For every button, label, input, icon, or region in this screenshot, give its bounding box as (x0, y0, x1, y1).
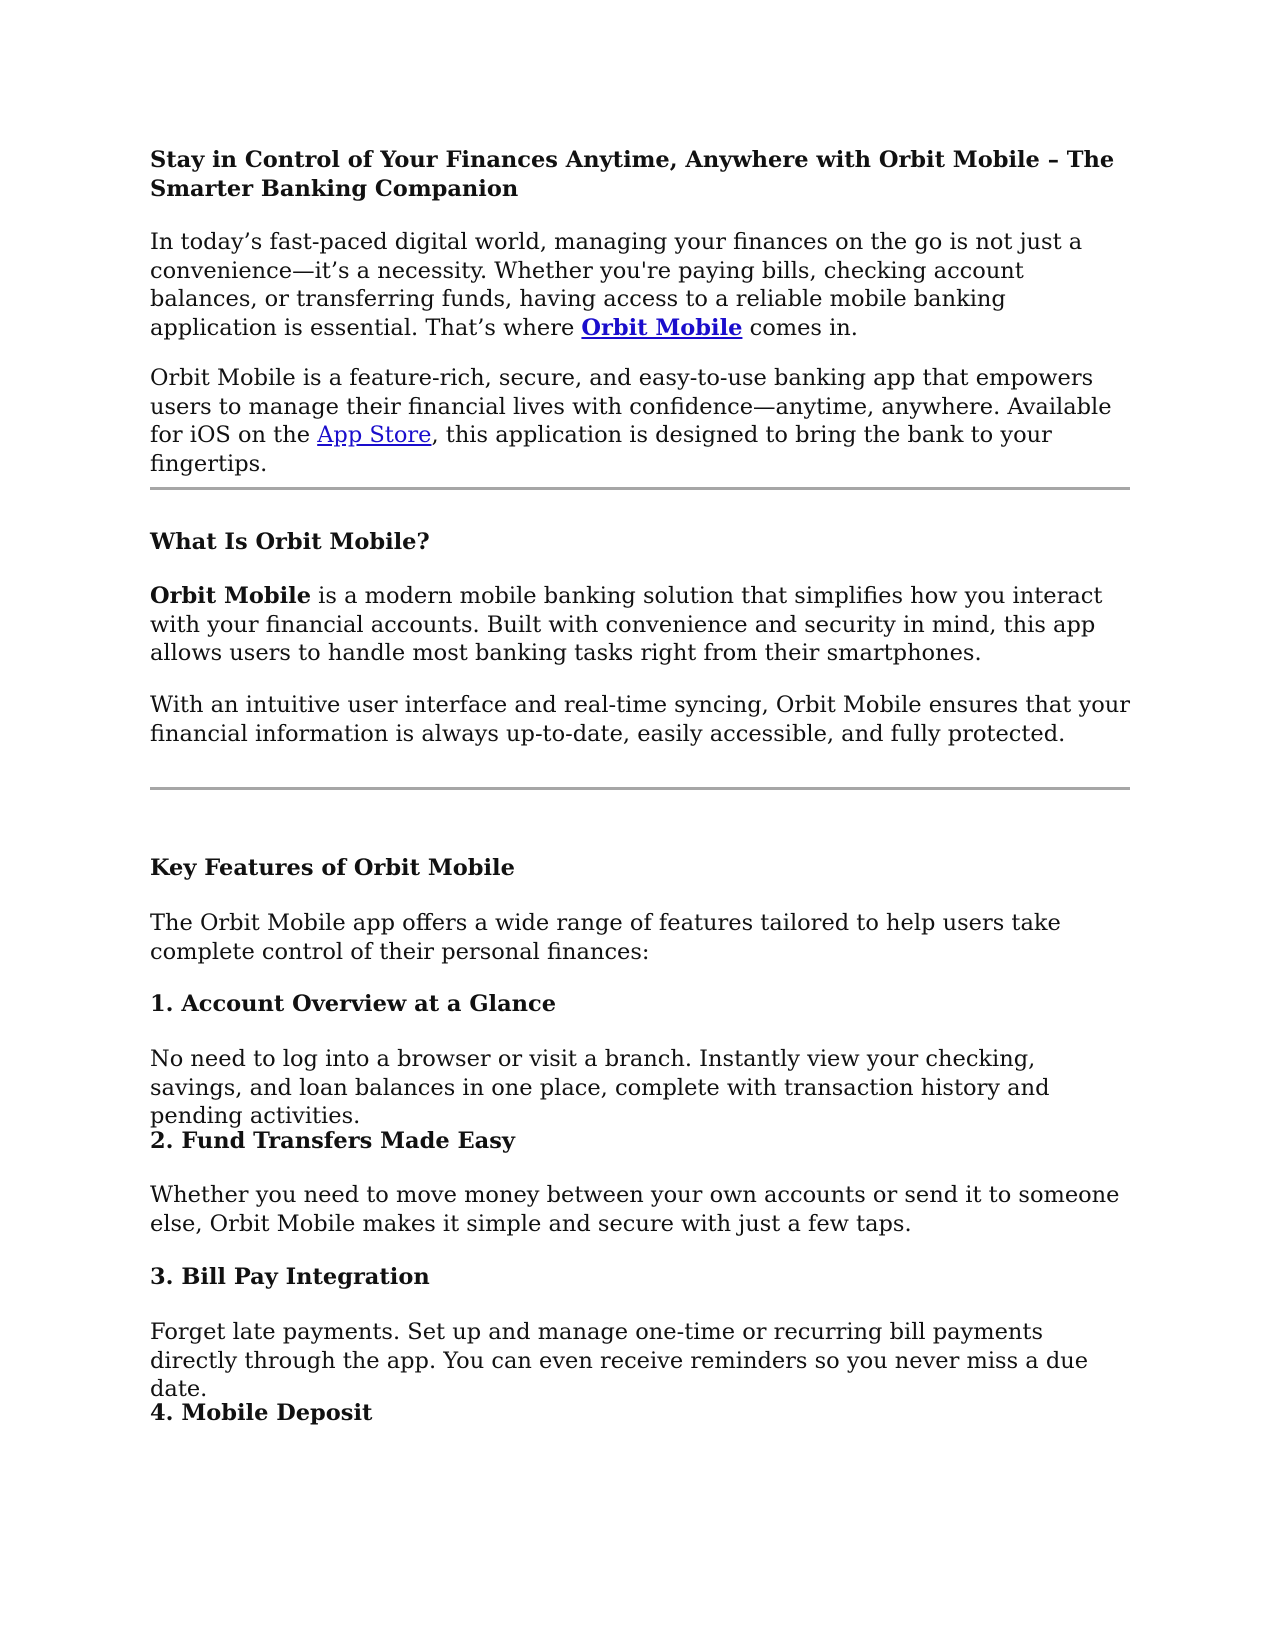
feature-title-mobile-deposit: 4. Mobile Deposit (150, 1400, 373, 1426)
intro-paragraph-2-end: , this application is designed to bring the bank to your fingertips. (150, 422, 1052, 477)
feature-text-fund-transfers: Whether you need to move money between your own accounts or send it to someone else, Orbit Mobile makes it simple and secure with just a few taps. (150, 1182, 1120, 1237)
page-title: Stay in Control of Your Finances Anytime, Anywhere with Orbit Mobile – The Smarter Banking Companion (150, 147, 1115, 202)
features-heading: Key Features of Orbit Mobile (150, 855, 515, 881)
feature-title-bill-pay: 3. Bill Pay Integration (150, 1264, 430, 1290)
intro-paragraph-1-text: In today’s fast-paced digital world, managing your finances on the go is not just a convenience—it’s a necessity. Whether you're paying bills, checking account balances, or transferring funds, having access to a reliable mobile banking application is essential. That’s where (150, 229, 1083, 341)
what-is-heading: What Is Orbit Mobile? (150, 529, 430, 555)
what-is-paragraph-2: With an intuitive user interface and real-time syncing, Orbit Mobile ensures that your financial information is always up-to-date, easily accessible, and fully protected. (150, 692, 1131, 747)
intro-paragraph-2-text: Orbit Mobile is a feature-rich, secure, and easy-to-use banking app that empowers users to manage their financial lives with confidence—anytime, anywhere. Available for iOS on the (150, 365, 1112, 448)
orbit-mobile-bold: Orbit Mobile (150, 583, 312, 609)
what-is-paragraph-1 (150, 582, 1130, 668)
section-divider-1 (150, 487, 1130, 490)
feature-text-account-overview: No need to log into a browser or visit a branch. Instantly view your checking, savings, and loan balances in one place, complete with transaction history and pending activities. (150, 1046, 1050, 1129)
section-divider-2 (150, 787, 1130, 790)
orbit-mobile-link[interactable]: Orbit Mobile (581, 314, 743, 341)
intro-paragraph-1-end: comes in. (742, 314, 858, 341)
what-is-paragraph-1-text: is a modern mobile banking solution that simplifies how you interact with your financial accounts. Built with convenience and security in mind, this app allows users to handle most banking tasks right from their smartphones. (150, 583, 1103, 666)
features-intro: The Orbit Mobile app offers a wide range of features tailored to help users take complete control of their personal finances: (150, 910, 1061, 965)
app-store-link[interactable]: App Store (317, 422, 432, 448)
feature-text-bill-pay: Forget late payments. Set up and manage one-time or recurring bill payments directly through the app. You can even receive reminders so you never miss a due date. (150, 1319, 1089, 1402)
feature-title-account-overview: 1. Account Overview at a Glance (150, 991, 557, 1017)
intro-paragraph-1 (150, 228, 1130, 342)
intro-paragraph-2 (150, 364, 1130, 478)
feature-title-fund-transfers: 2. Fund Transfers Made Easy (150, 1128, 515, 1154)
